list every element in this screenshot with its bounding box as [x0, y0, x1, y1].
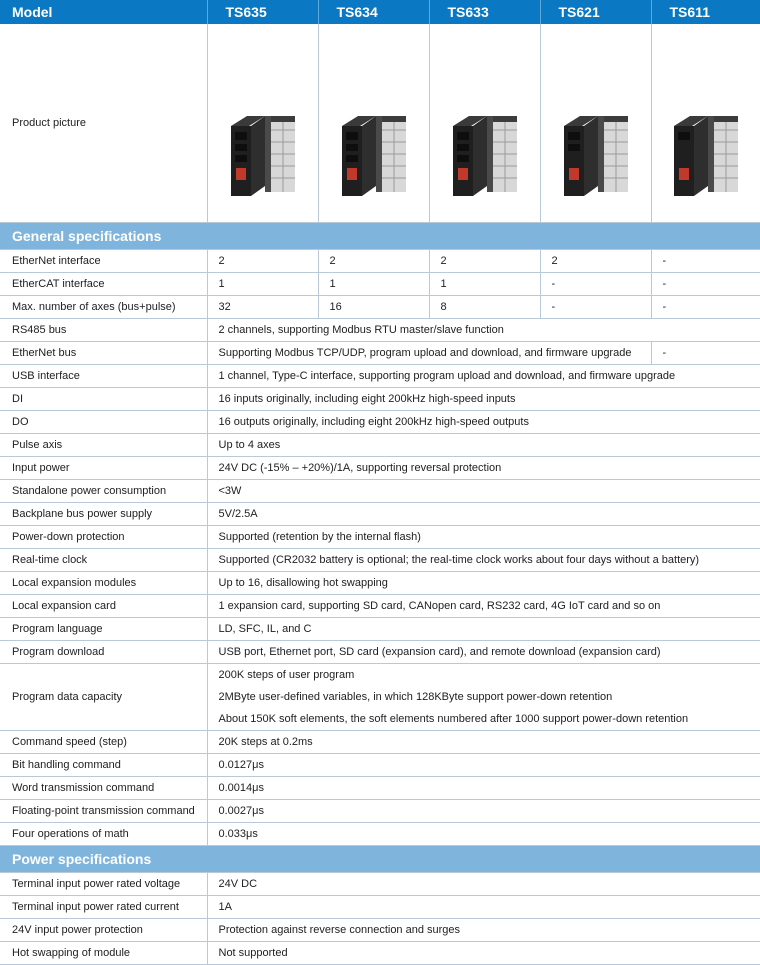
plc-controller-icon [336, 112, 412, 198]
table-row [0, 342, 760, 365]
row-label: Input power [0, 457, 207, 480]
model-ts611: TS611 [651, 0, 760, 24]
row-label: Pulse axis [0, 434, 207, 457]
model-ts635: TS635 [207, 0, 318, 24]
cell-value: 2 [540, 250, 651, 273]
cell-value: 2 [318, 250, 429, 273]
table-row [0, 896, 760, 919]
row-label: Bit handling command [0, 754, 207, 777]
row-label: Standalone power consumption [0, 480, 207, 503]
model-ts634: TS634 [318, 0, 429, 24]
table-row [0, 641, 760, 664]
product-picture-label: Product picture [0, 24, 207, 223]
product-picture-row [0, 24, 760, 223]
cell-value: 0.033μs [207, 823, 760, 846]
cell-value: 0.0014μs [207, 777, 760, 800]
cell-value: 1 channel, Type-C interface, supporting program upload and download, and firmware upgrade [207, 365, 760, 388]
cell-value: 5V/2.5A [207, 503, 760, 526]
table-row [0, 250, 760, 273]
section-title: Power specifications [0, 846, 760, 873]
cell-value: 1 [429, 273, 540, 296]
cell-value: 2 [207, 250, 318, 273]
model-ts633: TS633 [429, 0, 540, 24]
cell-value: Up to 16, disallowing hot swapping [207, 572, 760, 595]
product-image-ts633 [429, 24, 540, 223]
capacity-line: About 150K soft elements, the soft elements numbered after 1000 support power-down retention [219, 708, 760, 730]
table-row [0, 319, 760, 342]
table-row [0, 296, 760, 319]
cell-value: 1A [207, 896, 760, 919]
row-label: USB interface [0, 365, 207, 388]
cell-value: 2 [429, 250, 540, 273]
row-label: Local expansion card [0, 595, 207, 618]
cell-value: - [651, 273, 760, 296]
cell-value: 16 inputs originally, including eight 200kHz high-speed inputs [207, 388, 760, 411]
table-row [0, 365, 760, 388]
table-row [0, 411, 760, 434]
table-row [0, 572, 760, 595]
row-label: Terminal input power rated current [0, 896, 207, 919]
cell-value: Not supported [207, 942, 760, 965]
row-label: EtherNet interface [0, 250, 207, 273]
cell-value: 0.0027μs [207, 800, 760, 823]
section-title: General specifications [0, 223, 760, 250]
product-image-ts621 [540, 24, 651, 223]
cell-value: - [651, 250, 760, 273]
table-row [0, 526, 760, 549]
plc-controller-icon [447, 112, 523, 198]
row-label: Program data capacity [0, 664, 207, 731]
model-label: Model [0, 0, 207, 24]
cell-value: 1 [207, 273, 318, 296]
row-label: Local expansion modules [0, 572, 207, 595]
cell-value: 0.0127μs [207, 754, 760, 777]
row-label: DI [0, 388, 207, 411]
table-row [0, 800, 760, 823]
row-label: DO [0, 411, 207, 434]
table-row [0, 664, 760, 731]
table-row [0, 919, 760, 942]
cell-value: - [540, 273, 651, 296]
row-label: Backplane bus power supply [0, 503, 207, 526]
table-row [0, 595, 760, 618]
table-row [0, 388, 760, 411]
cell-value: 32 [207, 296, 318, 319]
table-row [0, 549, 760, 572]
cell-value: Up to 4 axes [207, 434, 760, 457]
table-row [0, 731, 760, 754]
power-specifications-header [0, 846, 760, 873]
model-ts621: TS621 [540, 0, 651, 24]
cell-value: 24V DC [207, 873, 760, 896]
cell-value: Supported (retention by the internal flash) [207, 526, 760, 549]
product-image-ts611 [651, 24, 760, 223]
plc-controller-icon [558, 112, 634, 198]
plc-controller-icon [668, 112, 744, 198]
cell-value: 16 outputs originally, including eight 200kHz high-speed outputs [207, 411, 760, 434]
general-specifications-header [0, 223, 760, 250]
product-image-ts634 [318, 24, 429, 223]
row-label: 24V input power protection [0, 919, 207, 942]
row-label: EtherCAT interface [0, 273, 207, 296]
table-row [0, 942, 760, 965]
table-row [0, 457, 760, 480]
table-row [0, 777, 760, 800]
table-row [0, 480, 760, 503]
cell-value: LD, SFC, IL, and C [207, 618, 760, 641]
cell-value: 2 channels, supporting Modbus RTU master/slave function [207, 319, 760, 342]
capacity-cell [207, 664, 760, 731]
cell-value: 16 [318, 296, 429, 319]
cell-value: Protection against reverse connection and surges [207, 919, 760, 942]
table-row [0, 503, 760, 526]
row-label: Hot swapping of module [0, 942, 207, 965]
row-label: Real-time clock [0, 549, 207, 572]
table-row [0, 754, 760, 777]
row-label: Power-down protection [0, 526, 207, 549]
row-label: Floating-point transmission command [0, 800, 207, 823]
cell-value: - [651, 342, 760, 365]
row-label: EtherNet bus [0, 342, 207, 365]
row-label: Word transmission command [0, 777, 207, 800]
row-label: RS485 bus [0, 319, 207, 342]
model-header-row [0, 0, 760, 24]
cell-value: Supported (CR2032 battery is optional; the real-time clock works about four days without a battery) [207, 549, 760, 572]
row-label: Program language [0, 618, 207, 641]
row-label: Four operations of math [0, 823, 207, 846]
row-label: Max. number of axes (bus+pulse) [0, 296, 207, 319]
table-row [0, 273, 760, 296]
cell-value: - [651, 296, 760, 319]
table-row [0, 823, 760, 846]
table-row [0, 873, 760, 896]
cell-value: - [540, 296, 651, 319]
cell-value: 24V DC (-15% – +20%)/1A, supporting reversal protection [207, 457, 760, 480]
row-label: Command speed (step) [0, 731, 207, 754]
row-label: Terminal input power rated voltage [0, 873, 207, 896]
capacity-line: 200K steps of user program [219, 664, 760, 686]
cell-value: 1 [318, 273, 429, 296]
row-label: Program download [0, 641, 207, 664]
capacity-line: 2MByte user-defined variables, in which 128KByte support power-down retention [219, 686, 760, 708]
product-image-ts635 [207, 24, 318, 223]
table-row [0, 618, 760, 641]
cell-value: <3W [207, 480, 760, 503]
cell-value: Supporting Modbus TCP/UDP, program upload and download, and firmware upgrade [207, 342, 651, 365]
cell-value: 8 [429, 296, 540, 319]
plc-controller-icon [225, 112, 301, 198]
cell-value: 1 expansion card, supporting SD card, CANopen card, RS232 card, 4G IoT card and so on [207, 595, 760, 618]
table-row [0, 434, 760, 457]
cell-value: USB port, Ethernet port, SD card (expansion card), and remote download (expansion card) [207, 641, 760, 664]
cell-value: 20K steps at 0.2ms [207, 731, 760, 754]
